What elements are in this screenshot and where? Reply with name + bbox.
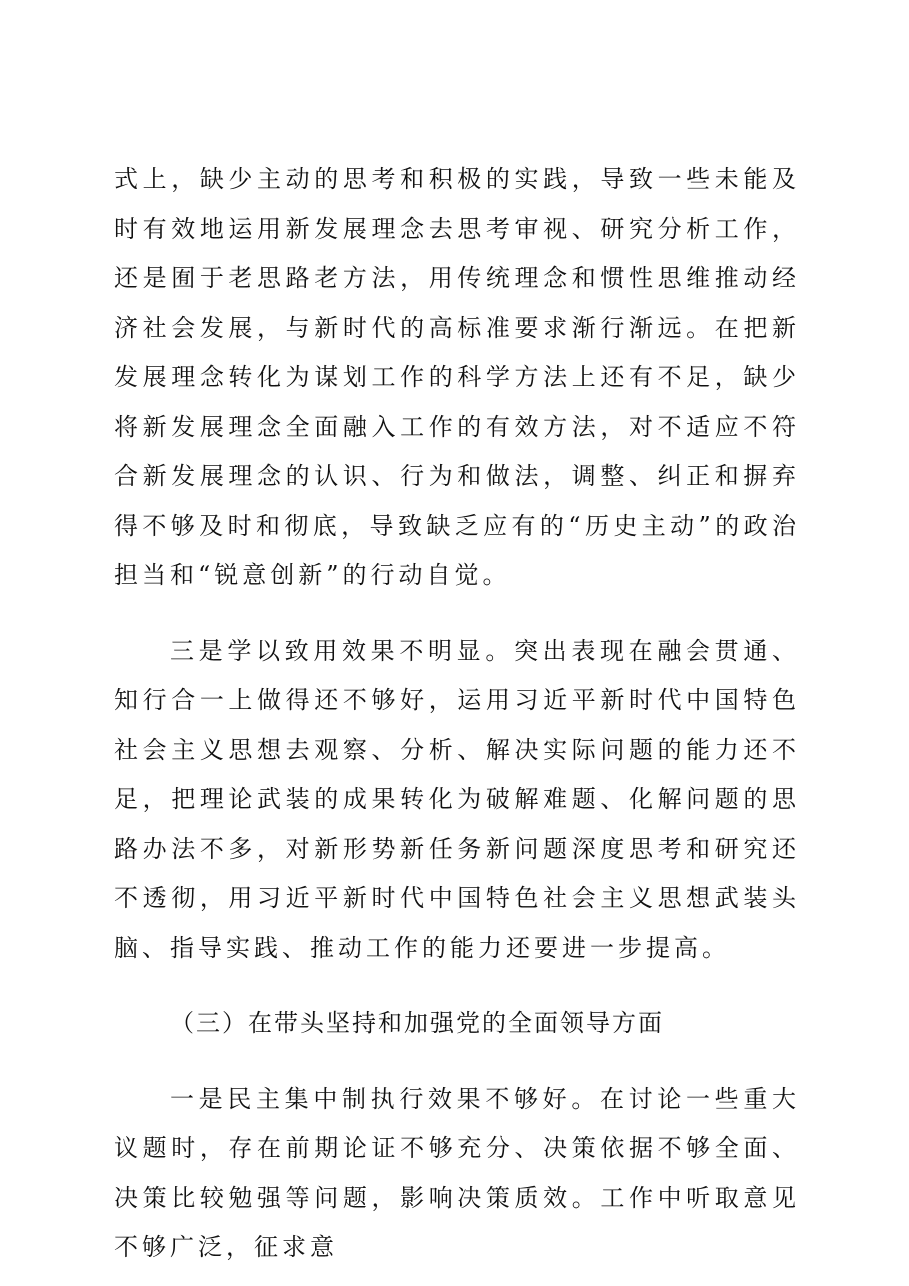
section-heading: （三）在带头坚持和加强党的全面领导方面 (170, 1009, 664, 1037)
document-body (114, 155, 800, 1273)
paragraph-point-one: 一是民主集中制执行效果不够好。在讨论一些重大议题时，存在前期论证不够充分、决策依据不够全面、决策比较勉强等问题，影响决策质效。工作中听取意见不够广泛，征求意 (114, 1084, 800, 1261)
paragraph-continuation: 式上，缺少主动的思考和积极的实践，导致一些未能及时有效地运用新发展理念去思考审视、研究分析工作，还是囿于老思路老方法，用传统理念和惯性思维推动经济社会发展，与新时代的高标准要求渐行渐远。在把新发展理念转化为谋划工作的科学方法上还有不足，缺少将新发展理念全面融入工作的有效方法，对不适应不符合新发展理念的认识、行为和做法，调整、纠正和摒弃得不够及时和彻底，导致缺乏应有的“历史主动”的政治担当和“锐意创新”的行动自觉。 (114, 165, 800, 589)
paragraph-point-three: 三是学以致用效果不明显。突出表现在融会贯通、知行合一上做得还不够好，运用习近平新时代中国特色社会主义思想去观察、分析、解决实际问题的能力还不足，把理论武装的成果转化为破解难题、化解问题的思路办法不多，对新形势新任务新问题深度思考和研究还不透彻，用习近平新时代中国特色社会主义思想武装头脑、指导实践、推动工作的能力还要进一步提高。 (114, 636, 800, 962)
